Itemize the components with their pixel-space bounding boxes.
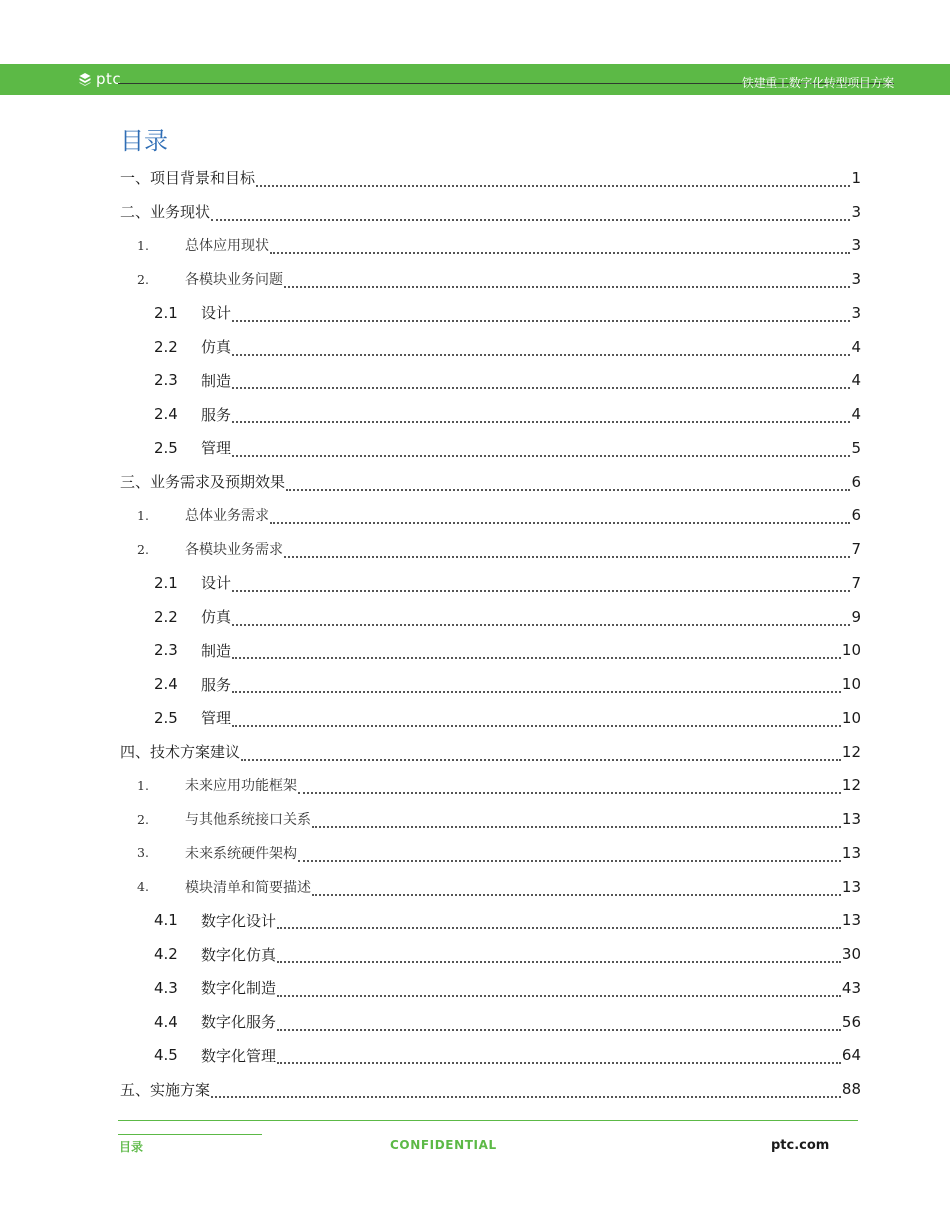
toc-entry[interactable] [120, 397, 861, 431]
toc-entry-title: 未来应用功能框架 [185, 778, 297, 795]
toc-entry-number: 2.5 [154, 438, 178, 457]
toc-dot-leader [284, 544, 850, 558]
toc-page-number: 13 [841, 877, 861, 896]
toc-dot-leader [232, 679, 841, 693]
toc-entry-title: 各模块业务需求 [185, 542, 283, 559]
toc-entry-title: 数字化仿真 [201, 945, 277, 964]
footer-section-label: 目录 [119, 1140, 144, 1154]
toc-entry[interactable] [120, 971, 861, 1005]
toc-entry[interactable] [120, 195, 861, 229]
toc-entry-title: 技术方案建议 [150, 743, 241, 762]
document-title: 铁建重工数字化转型项目方案 [741, 76, 894, 90]
toc-page-number: 1 [851, 168, 861, 187]
toc-entry[interactable] [120, 532, 861, 566]
toc-entry[interactable] [120, 161, 861, 195]
toc-entry-number: 4.3 [154, 978, 178, 997]
toc-entry-title: 管理 [201, 439, 232, 458]
toc-entry-number: 2.2 [154, 337, 178, 356]
toc-page-number: 4 [851, 337, 861, 356]
toc-entry-number: 1. [137, 237, 149, 253]
toc-entry-number: 2.2 [154, 607, 178, 626]
toc-entry[interactable] [120, 262, 861, 296]
toc-entry-title: 设计 [201, 304, 232, 323]
toc-page-number: 10 [841, 675, 861, 694]
toc-entry-title: 数字化服务 [201, 1013, 277, 1032]
toc-entry-title: 业务需求及预期效果 [150, 473, 286, 492]
toc-entry-number: 2.1 [154, 303, 178, 322]
toc-page-number: 10 [841, 641, 861, 660]
toc-page-number: 7 [851, 573, 861, 592]
toc-dot-leader [286, 477, 850, 491]
footer-website: ptc.com [771, 1138, 830, 1153]
toc-entry-title: 与其他系统接口关系 [185, 812, 311, 829]
toc-page-number: 7 [851, 540, 861, 559]
toc-entry-number: 2.1 [154, 573, 178, 592]
toc-dot-leader [232, 409, 850, 423]
toc-entry-number: 2. [137, 811, 149, 827]
toc-dot-leader [232, 713, 841, 727]
toc-page-number: 10 [841, 708, 861, 727]
toc-entry-title: 服务 [201, 405, 232, 424]
toc-entry-number: 4. [137, 879, 149, 895]
toc-page-number: 3 [851, 270, 861, 289]
toc-entry[interactable] [120, 499, 861, 533]
toc-dot-leader [277, 949, 841, 963]
toc-dot-leader [232, 308, 850, 322]
toc-entry[interactable] [120, 634, 861, 668]
toc-page-number: 64 [841, 1046, 861, 1065]
toc-entry-number: 1. [137, 777, 149, 793]
toc-entry[interactable] [120, 802, 861, 836]
toc-page-number: 12 [841, 776, 861, 795]
toc-entry-title: 项目背景和目标 [150, 169, 256, 188]
toc-dot-leader [232, 443, 850, 457]
toc-entry-title: 数字化设计 [201, 911, 277, 930]
toc-entry-number: 4.5 [154, 1046, 178, 1065]
toc-entry-number: 2.4 [154, 675, 178, 694]
toc-entry[interactable] [120, 296, 861, 330]
toc-entry-number: 2.5 [154, 708, 178, 727]
toc-page-number: 43 [841, 978, 861, 997]
toc-page-number: 3 [851, 303, 861, 322]
toc-dot-leader [232, 578, 850, 592]
toc-dot-leader [277, 915, 841, 929]
toc-entry-number: 四、 [120, 743, 151, 762]
toc-entry-title: 实施方案 [150, 1080, 211, 1099]
toc-entry[interactable] [120, 1072, 861, 1106]
toc-entry-title: 总体应用现状 [185, 238, 269, 255]
header-bar [0, 64, 950, 95]
toc-entry-number: 1. [137, 507, 149, 523]
toc-entry-number: 2.3 [154, 371, 178, 390]
toc-page-number: 6 [851, 506, 861, 525]
toc-dot-leader [277, 1017, 841, 1031]
toc-entry[interactable] [120, 701, 861, 735]
toc-dot-leader [232, 342, 850, 356]
ptc-logo-icon [78, 72, 92, 86]
toc-dot-leader [232, 612, 850, 626]
toc-entry-title: 制造 [201, 641, 232, 660]
table-of-contents [120, 161, 861, 1106]
toc-entry-title: 总体业务需求 [185, 508, 269, 525]
toc-dot-leader [211, 1084, 841, 1098]
toc-entry[interactable] [120, 667, 861, 701]
toc-entry-title: 数字化管理 [201, 1046, 277, 1065]
toc-entry-number: 2.4 [154, 405, 178, 424]
toc-entry-number: 2. [137, 541, 149, 557]
toc-page-number: 13 [841, 843, 861, 862]
toc-entry[interactable] [120, 465, 861, 499]
toc-entry-title: 未来系统硬件架构 [185, 845, 297, 862]
ptc-logo [78, 69, 121, 89]
toc-entry[interactable] [120, 566, 861, 600]
toc-dot-leader [284, 274, 850, 288]
footer-confidential: CONFIDENTIAL [390, 1138, 497, 1152]
toc-dot-leader [298, 780, 841, 794]
toc-entry-title: 制造 [201, 371, 232, 390]
toc-entry-number: 2.3 [154, 641, 178, 660]
toc-page-number: 88 [841, 1080, 861, 1099]
toc-entry-number: 2. [137, 271, 149, 287]
toc-page-number: 30 [841, 945, 861, 964]
toc-page-number: 4 [851, 405, 861, 424]
toc-entry-number: 4.1 [154, 911, 178, 930]
toc-entry-number: 3. [137, 845, 149, 861]
toc-entry[interactable] [120, 1039, 861, 1073]
toc-entry-number: 4.2 [154, 945, 178, 964]
toc-entry-number: 二、 [120, 203, 151, 222]
toc-dot-leader [241, 747, 841, 761]
toc-entry-title: 数字化制造 [201, 979, 277, 998]
footer-rule [118, 1120, 858, 1121]
toc-dot-leader [277, 983, 841, 997]
toc-entry[interactable] [120, 870, 861, 904]
toc-page-number: 3 [851, 202, 861, 221]
toc-dot-leader [256, 173, 850, 187]
toc-page-number: 5 [851, 438, 861, 457]
toc-entry[interactable] [120, 735, 861, 769]
toc-entry-title: 业务现状 [150, 203, 211, 222]
toc-dot-leader [298, 848, 841, 862]
logo-text: ptc [96, 70, 122, 88]
toc-entry-title: 各模块业务问题 [185, 272, 283, 289]
toc-page-number: 12 [841, 742, 861, 761]
toc-entry-number: 三、 [120, 473, 151, 492]
toc-entry-title: 管理 [201, 709, 232, 728]
footer-rule-short [118, 1134, 262, 1135]
toc-dot-leader [270, 240, 850, 254]
toc-entry-title: 模块清单和简要描述 [185, 879, 311, 896]
toc-entry-title: 仿真 [201, 338, 232, 357]
toc-entry-number: 4.4 [154, 1012, 178, 1031]
toc-entry-number: 一、 [120, 169, 151, 188]
toc-entry[interactable] [120, 769, 861, 803]
toc-entry[interactable] [120, 330, 861, 364]
toc-dot-leader [232, 375, 850, 389]
toc-entry[interactable] [120, 600, 861, 634]
toc-dot-leader [270, 510, 850, 524]
toc-entry-title: 设计 [201, 574, 232, 593]
toc-heading: 目录 [120, 127, 168, 155]
toc-page-number: 3 [851, 236, 861, 255]
toc-dot-leader [312, 814, 841, 828]
toc-entry[interactable] [120, 904, 861, 938]
toc-entry[interactable] [120, 431, 861, 465]
toc-dot-leader [312, 882, 841, 896]
toc-dot-leader [277, 1050, 841, 1064]
toc-entry-title: 服务 [201, 675, 232, 694]
toc-entry[interactable] [120, 364, 861, 398]
toc-entry[interactable] [120, 836, 861, 870]
toc-entry-number: 五、 [120, 1080, 151, 1099]
toc-page-number: 6 [851, 472, 861, 491]
toc-entry-title: 仿真 [201, 608, 232, 627]
toc-page-number: 4 [851, 371, 861, 390]
toc-page-number: 9 [851, 607, 861, 626]
toc-entry[interactable] [120, 229, 861, 263]
toc-page-number: 56 [841, 1012, 861, 1031]
toc-dot-leader [211, 207, 850, 221]
toc-page-number: 13 [841, 911, 861, 930]
toc-entry[interactable] [120, 937, 861, 971]
toc-dot-leader [232, 645, 841, 659]
toc-page-number: 13 [841, 810, 861, 829]
toc-entry[interactable] [120, 1005, 861, 1039]
